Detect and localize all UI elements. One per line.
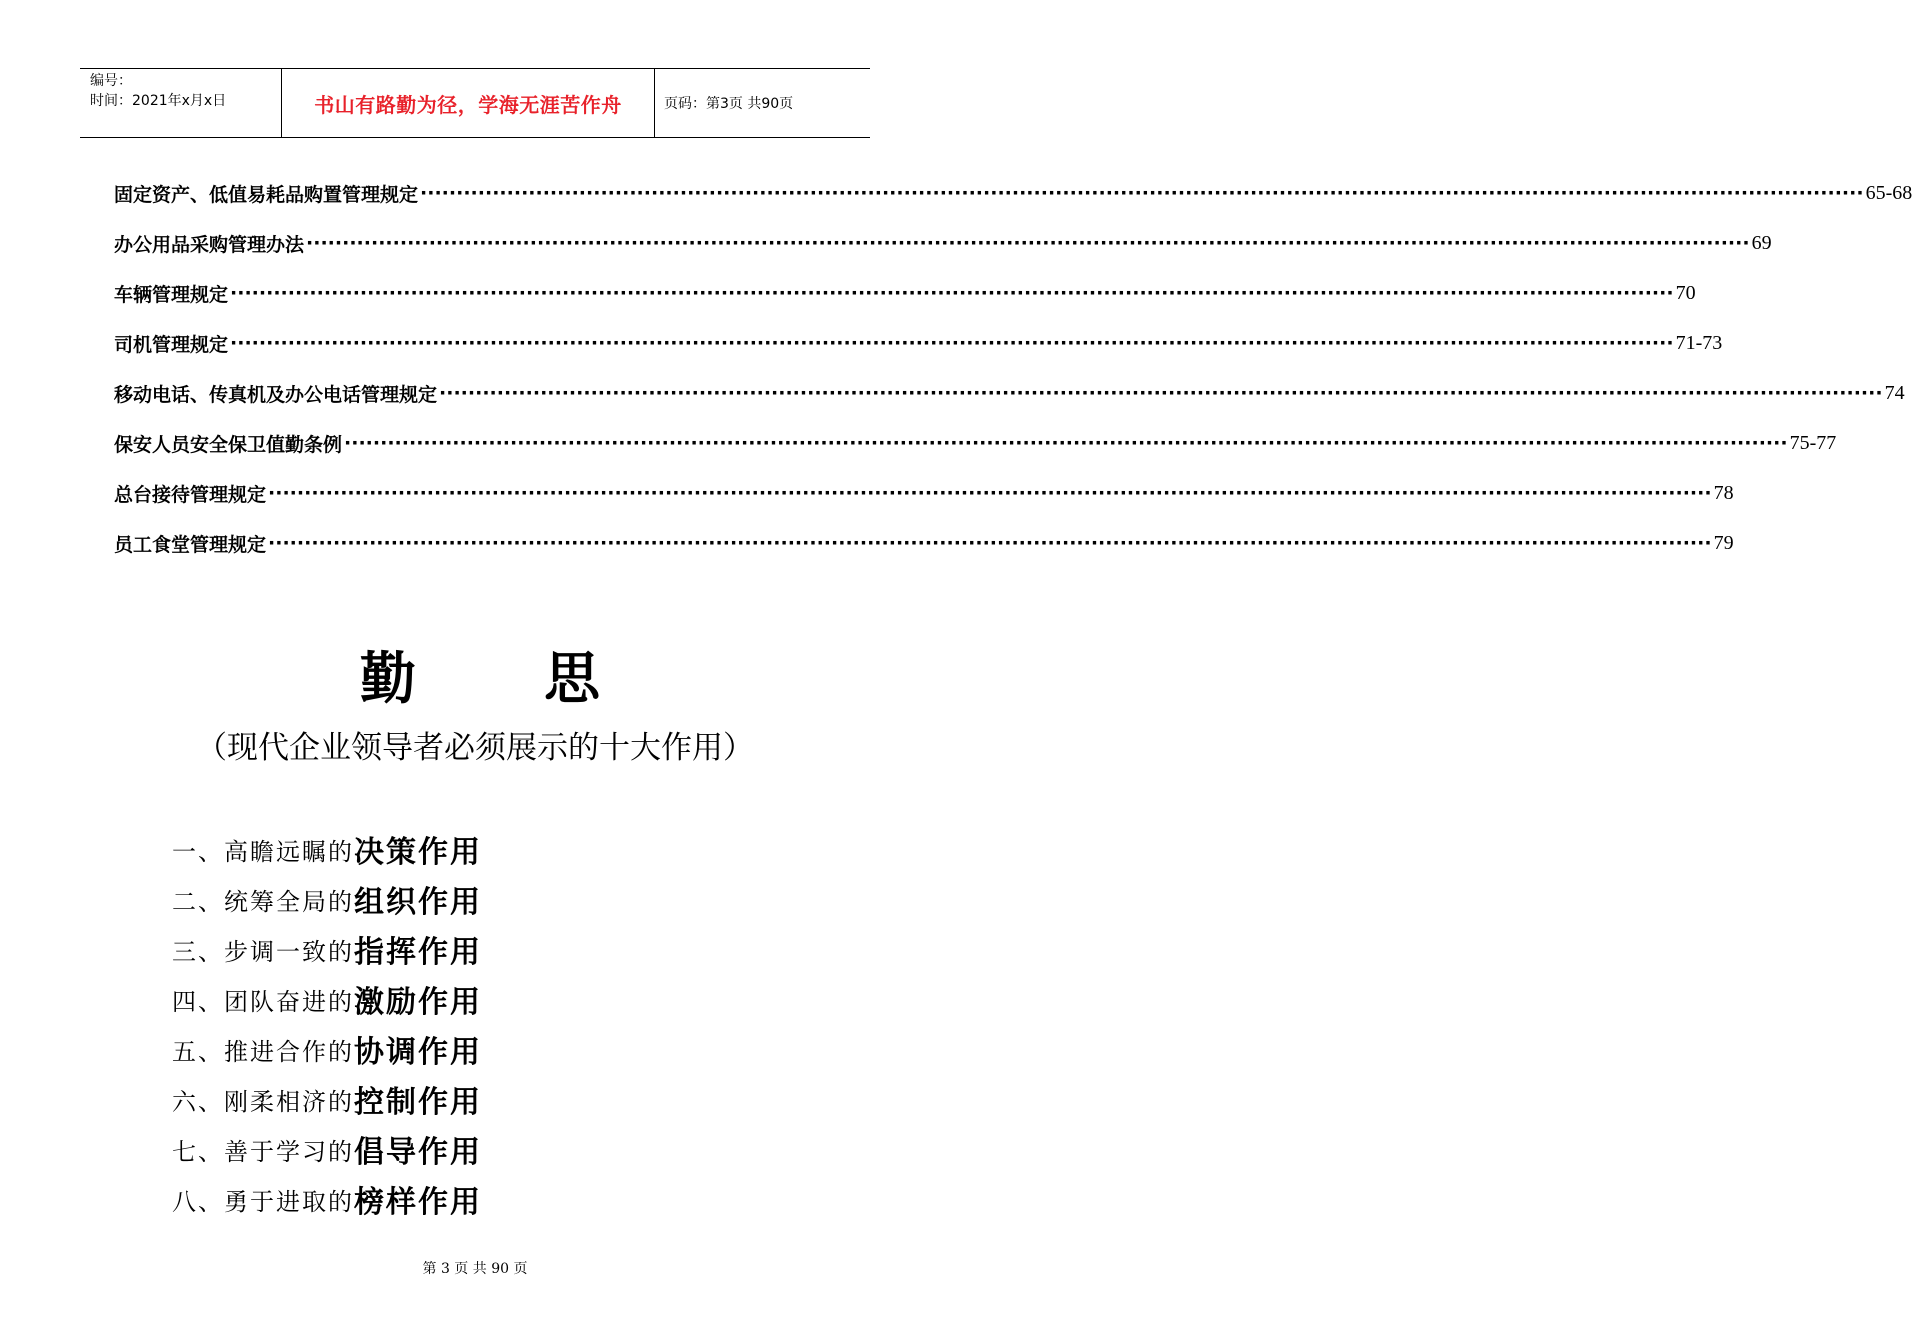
toc-entry-page: 78 — [1713, 481, 1734, 504]
toc-entry-title: 司机管理规定 — [114, 333, 229, 356]
role-item — [172, 974, 482, 1024]
role-suffix: 作用 — [418, 1135, 482, 1170]
toc-leader-dots: ········································································································································································································ — [306, 232, 1750, 254]
header-divider — [654, 69, 655, 137]
toc-entry-title: 移动电话、传真机及办公电话管理规定 — [114, 383, 438, 406]
toc-leader-dots: ········································································································································································································ — [230, 282, 1674, 304]
role-item — [172, 1074, 482, 1124]
page-footer: 第 3 页 共 90 页 — [422, 1261, 528, 1277]
role-item — [172, 824, 482, 874]
role-suffix: 作用 — [418, 1035, 482, 1070]
toc-leader-dots: ········································································································································································································ — [439, 382, 1883, 404]
table-of-contents — [114, 168, 1912, 568]
section-heading — [360, 640, 600, 710]
role-keyword: 激励 — [354, 985, 418, 1020]
role-keyword: 倡导 — [354, 1135, 418, 1170]
role-prefix: 七、善于学习的 — [172, 1137, 354, 1166]
toc-entry-page: 69 — [1751, 231, 1772, 254]
toc-leader-dots: ········································································································································································································ — [420, 182, 1864, 204]
role-suffix: 作用 — [418, 985, 482, 1020]
toc-entry — [114, 218, 1772, 268]
role-prefix: 八、勇于进取的 — [172, 1187, 354, 1216]
role-keyword: 组织 — [354, 885, 418, 920]
role-item — [172, 924, 482, 974]
toc-leader-dots: ········································································································································································································ — [344, 432, 1788, 454]
page-header — [80, 68, 870, 138]
toc-entry — [114, 418, 1837, 468]
roles-list — [172, 824, 482, 1224]
header-page-info: 页码：第3页 共90页 — [664, 96, 794, 112]
toc-entry — [114, 368, 1905, 418]
toc-leader-dots: ········································································································································································································ — [268, 482, 1712, 504]
role-item — [172, 1124, 482, 1174]
role-prefix: 三、步调一致的 — [172, 937, 354, 966]
toc-entry-page: 65-68 — [1865, 181, 1912, 204]
toc-entry — [114, 468, 1734, 518]
role-suffix: 作用 — [418, 835, 482, 870]
role-prefix: 四、团队奋进的 — [172, 987, 354, 1016]
toc-entry — [114, 168, 1912, 218]
role-prefix: 一、高瞻远瞩的 — [172, 837, 354, 866]
toc-leader-dots: ········································································································································································································ — [268, 532, 1712, 554]
document-number: 编号： — [90, 73, 132, 89]
toc-entry-title: 总台接待管理规定 — [114, 483, 267, 506]
heading-char: 思 — [544, 647, 600, 712]
toc-entry-page: 79 — [1713, 531, 1734, 554]
toc-entry-title: 保安人员安全保卫值勤条例 — [114, 433, 343, 456]
toc-entry-page: 75-77 — [1789, 431, 1837, 454]
role-suffix: 作用 — [418, 1085, 482, 1120]
role-keyword: 控制 — [354, 1085, 418, 1120]
role-item — [172, 1024, 482, 1074]
section-subtitle: （现代企业领导者必须展示的十大作用） — [196, 730, 754, 766]
header-left — [90, 71, 226, 111]
toc-entry — [114, 318, 1723, 368]
toc-entry-page: 71-73 — [1675, 331, 1723, 354]
toc-entry — [114, 268, 1696, 318]
toc-entry — [114, 518, 1734, 568]
toc-entry-title: 办公用品采购管理办法 — [114, 233, 305, 256]
toc-leader-dots: ········································································································································································································ — [230, 332, 1674, 354]
role-prefix: 六、刚柔相济的 — [172, 1087, 354, 1116]
toc-entry-page: 74 — [1884, 381, 1905, 404]
toc-entry-title: 员工食堂管理规定 — [114, 533, 267, 556]
document-time: 时间：2021年x月x日 — [90, 93, 227, 109]
role-prefix: 五、推进合作的 — [172, 1037, 354, 1066]
role-item — [172, 1174, 482, 1224]
role-suffix: 作用 — [418, 935, 482, 970]
role-keyword: 协调 — [354, 1035, 418, 1070]
role-suffix: 作用 — [418, 885, 482, 920]
header-motto: 书山有路勤为径，学海无涯苦作舟 — [314, 92, 622, 117]
toc-entry-page: 70 — [1675, 281, 1696, 304]
role-keyword: 榜样 — [354, 1185, 418, 1220]
heading-char: 勤 — [360, 647, 416, 712]
role-suffix: 作用 — [418, 1185, 482, 1220]
toc-entry-title: 固定资产、低值易耗品购置管理规定 — [114, 183, 419, 206]
role-keyword: 决策 — [354, 835, 418, 870]
role-item — [172, 874, 482, 924]
toc-entry-title: 车辆管理规定 — [114, 283, 229, 306]
role-prefix: 二、统筹全局的 — [172, 887, 354, 916]
role-keyword: 指挥 — [354, 935, 418, 970]
